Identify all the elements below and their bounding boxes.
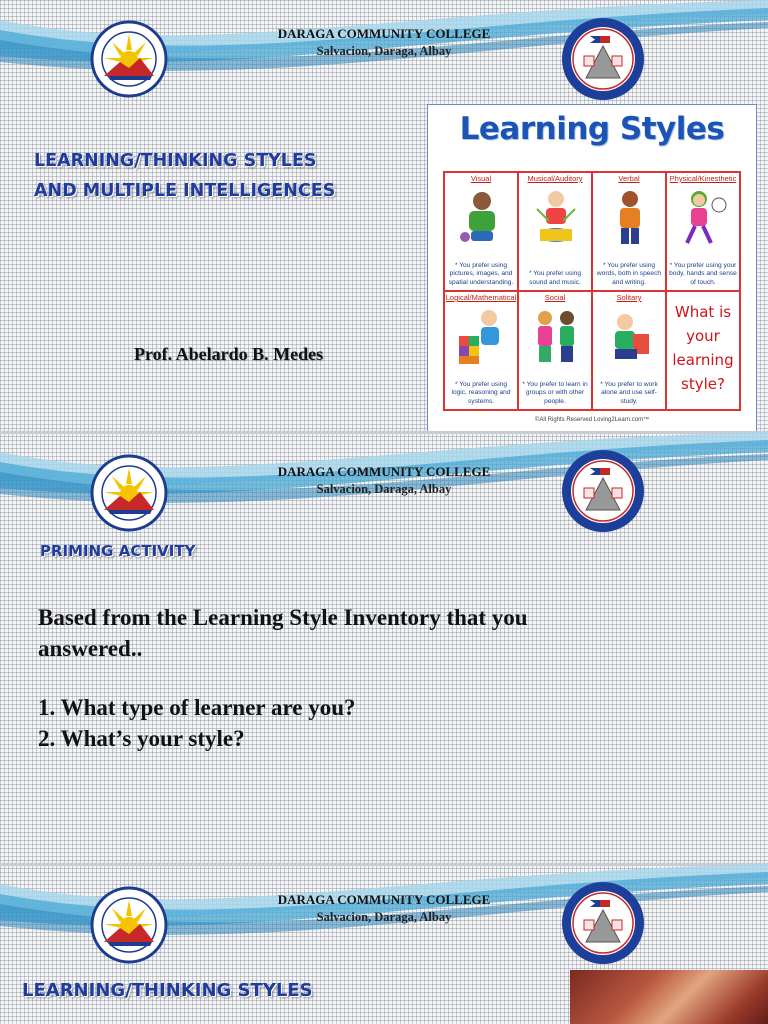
physical-child-icon	[679, 187, 729, 249]
college-name: DARAGA COMMUNITY COLLEGE	[277, 464, 491, 479]
priming-line-1: Based from the Learning Style Inventory that you	[38, 605, 528, 630]
college-name: DARAGA COMMUNITY COLLEGE	[277, 26, 491, 41]
style-description: * You prefer using words, both in speech and writing.	[596, 261, 662, 286]
spacer	[38, 664, 528, 692]
social-children-icon	[531, 306, 581, 368]
style-heading: Logical/Mathematical	[445, 293, 517, 302]
style-heading: Verbal	[618, 174, 640, 183]
style-cell-question	[666, 291, 740, 410]
slide-2	[0, 432, 768, 864]
style-heading: Social	[544, 293, 566, 302]
question-line: What is	[674, 303, 732, 321]
slide3-title: LEARNING/THINKING STYLES	[22, 980, 313, 1001]
style-description: * You prefer to work alone and use self-study.	[600, 380, 658, 405]
learning-styles-grid	[443, 171, 741, 411]
visual-child-icon	[457, 187, 507, 249]
dcc-seal-icon	[560, 880, 646, 966]
blocks-child-icon	[457, 306, 507, 368]
priming-activity-heading: PRIMING ACTIVITY	[40, 542, 196, 560]
priming-line-2: answered..	[38, 636, 143, 661]
college-address: Salvacion, Daraga, Albay	[316, 482, 452, 496]
style-cell-logical	[444, 291, 518, 410]
style-description: * You prefer to learn in groups or with other people.	[522, 380, 588, 405]
priming-activity-body	[38, 602, 528, 754]
solitary-child-icon	[605, 306, 655, 368]
drummer-child-icon	[531, 187, 581, 249]
slide-3	[0, 864, 768, 1024]
ched-seal-icon	[90, 20, 168, 98]
style-cell-physical	[666, 172, 740, 291]
slide1-title-line2: AND MULTIPLE INTELLIGENCES	[34, 181, 336, 201]
college-address: Salvacion, Daraga, Albay	[316, 44, 452, 58]
style-description: * You prefer using pictures, images, and spatial understanding.	[448, 261, 514, 286]
dcc-seal-icon	[560, 448, 646, 534]
slide1-title-line1: LEARNING/THINKING STYLES	[34, 151, 317, 171]
style-cell-solitary	[592, 291, 666, 410]
priming-question-2: 2. What’s your style?	[38, 726, 245, 751]
style-cell-verbal	[592, 172, 666, 291]
verbal-child-icon	[605, 187, 655, 249]
learning-styles-image	[427, 104, 757, 432]
college-address: Salvacion, Daraga, Albay	[316, 910, 452, 924]
dcc-seal-icon	[560, 16, 646, 102]
style-heading: Solitary	[616, 293, 642, 302]
style-heading: Musical/Auditory	[527, 174, 583, 183]
slide1-title	[34, 146, 335, 206]
style-description: * You prefer using your body, hands and sense of touch.	[669, 261, 737, 286]
ched-seal-icon	[90, 454, 168, 532]
presenter-name: Prof. Abelardo B. Medes	[134, 344, 324, 364]
image-copyright: ©All Rights Reserved Loving2Learn.com™	[534, 417, 650, 423]
learning-styles-title: Learning Styles	[459, 111, 725, 147]
question-line: your	[686, 327, 720, 345]
style-heading: Visual	[470, 174, 492, 183]
learning-style-question	[667, 300, 739, 396]
style-cell-visual	[444, 172, 518, 291]
slide-1	[0, 0, 768, 432]
college-name: DARAGA COMMUNITY COLLEGE	[277, 892, 491, 907]
ched-seal-icon	[90, 886, 168, 964]
priming-question-1: 1. What type of learner are you?	[38, 695, 356, 720]
question-line: learning	[672, 351, 734, 369]
hands-photo	[570, 970, 768, 1024]
question-line: style?	[681, 375, 725, 393]
style-cell-musical	[518, 172, 592, 291]
style-cell-social	[518, 291, 592, 410]
style-description: * You prefer using logic, reasoning and systems.	[451, 380, 511, 405]
style-description: * You prefer using sound and music.	[528, 270, 582, 286]
style-heading: Physical/Kinesthetic	[669, 174, 737, 183]
